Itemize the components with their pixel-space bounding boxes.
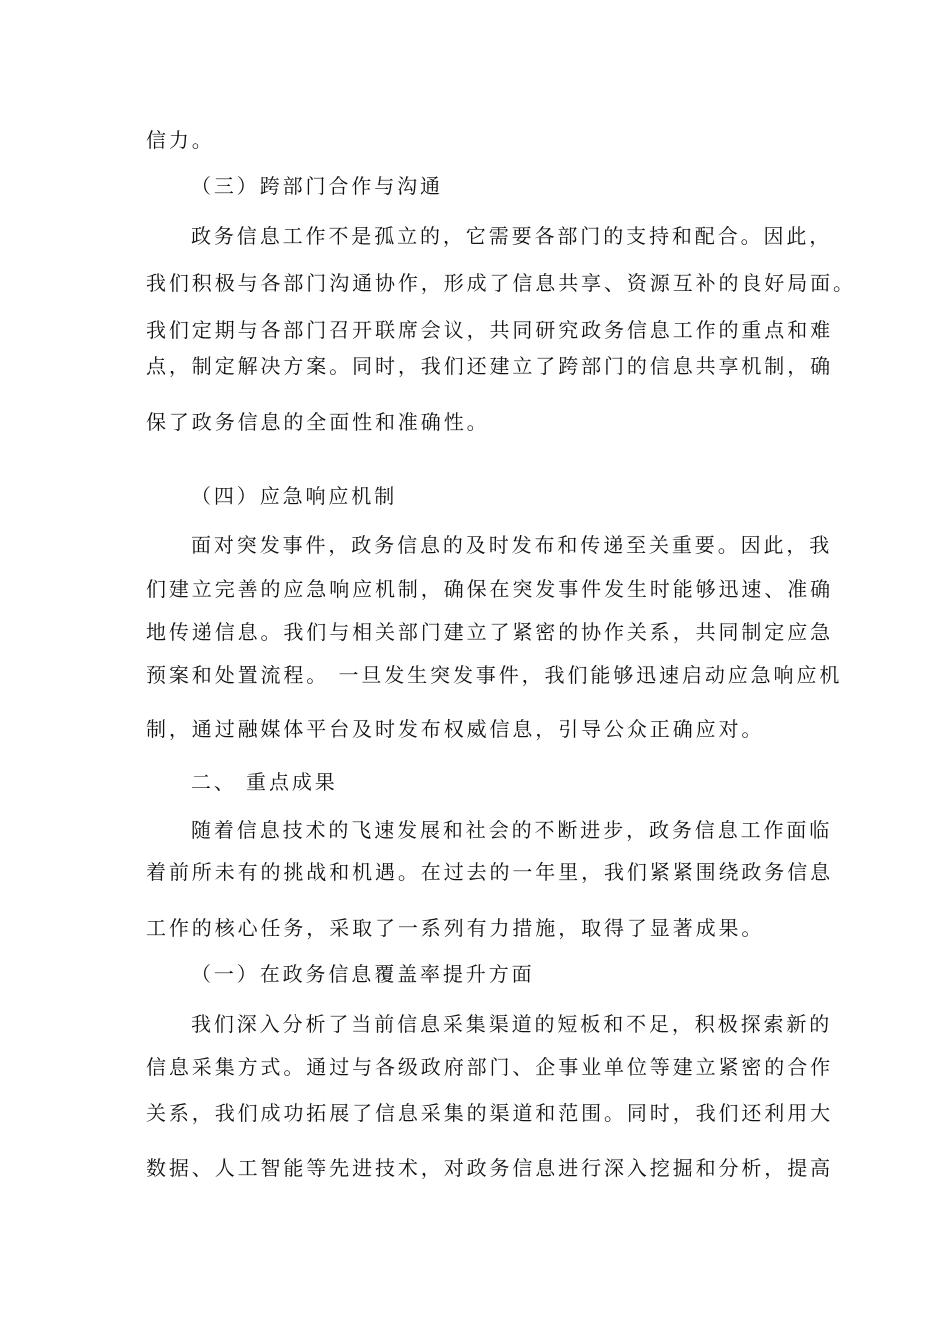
paragraph-line: 点，制定解决方案。同时，我们还建立了跨部门的信息共享机制，确: [146, 354, 833, 378]
paragraph-line: 面对突发事件，政务信息的及时发布和传递至关重要。因此，我: [191, 533, 833, 557]
paragraph-line: 们建立完善的应急响应机制，确保在突发事件发生时能够迅速、准确: [146, 577, 833, 601]
section-heading: （一）在政务信息覆盖率提升方面: [191, 962, 535, 986]
paragraph-line: 我们深入分析了当前信息采集渠道的短板和不足，积极探索新的: [191, 1012, 833, 1036]
paragraph-line: 关系，我们成功拓展了信息采集的渠道和范围。同时，我们还利用大: [146, 1101, 833, 1125]
paragraph-line: 地传递信息。我们与相关部门建立了紧密的协作关系，共同制定应急: [146, 620, 833, 644]
section-heading: 二、 重点成果: [191, 770, 338, 794]
paragraph-line: 我们定期与各部门召开联席会议，共同研究政务信息工作的重点和难: [146, 318, 833, 342]
paragraph-line: 信力。: [146, 128, 215, 152]
paragraph-line: 工作的核心任务，采取了一系列有力措施，取得了显著成果。: [146, 916, 765, 940]
paragraph-line: 信息采集方式。通过与各级政府部门、企事业单位等建立紧密的合作: [146, 1055, 833, 1079]
paragraph-line: 数据、人工智能等先进技术，对政务信息进行深入挖掘和分析，提高: [146, 1156, 833, 1180]
paragraph-line: 着前所未有的挑战和机遇。在过去的一年里，我们紧紧围绕政务信息: [146, 860, 833, 884]
paragraph-line: 预案和处置流程。 一旦发生突发事件，我们能够迅速启动应急响应机: [146, 663, 843, 687]
section-heading: （四）应急响应机制: [191, 484, 398, 508]
paragraph-line: 政务信息工作不是孤立的，它需要各部门的支持和配合。因此，: [191, 224, 833, 248]
section-heading: （三）跨部门合作与沟通: [191, 174, 443, 198]
paragraph-line: 随着信息技术的飞速发展和社会的不断进步，政务信息工作面临: [191, 818, 833, 842]
paragraph-line: 制，通过融媒体平台及时发布权威信息，引导公众正确应对。: [146, 717, 765, 741]
paragraph-line: 保了政务信息的全面性和准确性。: [146, 410, 490, 434]
paragraph-line: 我们积极与各部门沟通协作，形成了信息共享、资源互补的良好局面。: [146, 271, 856, 295]
